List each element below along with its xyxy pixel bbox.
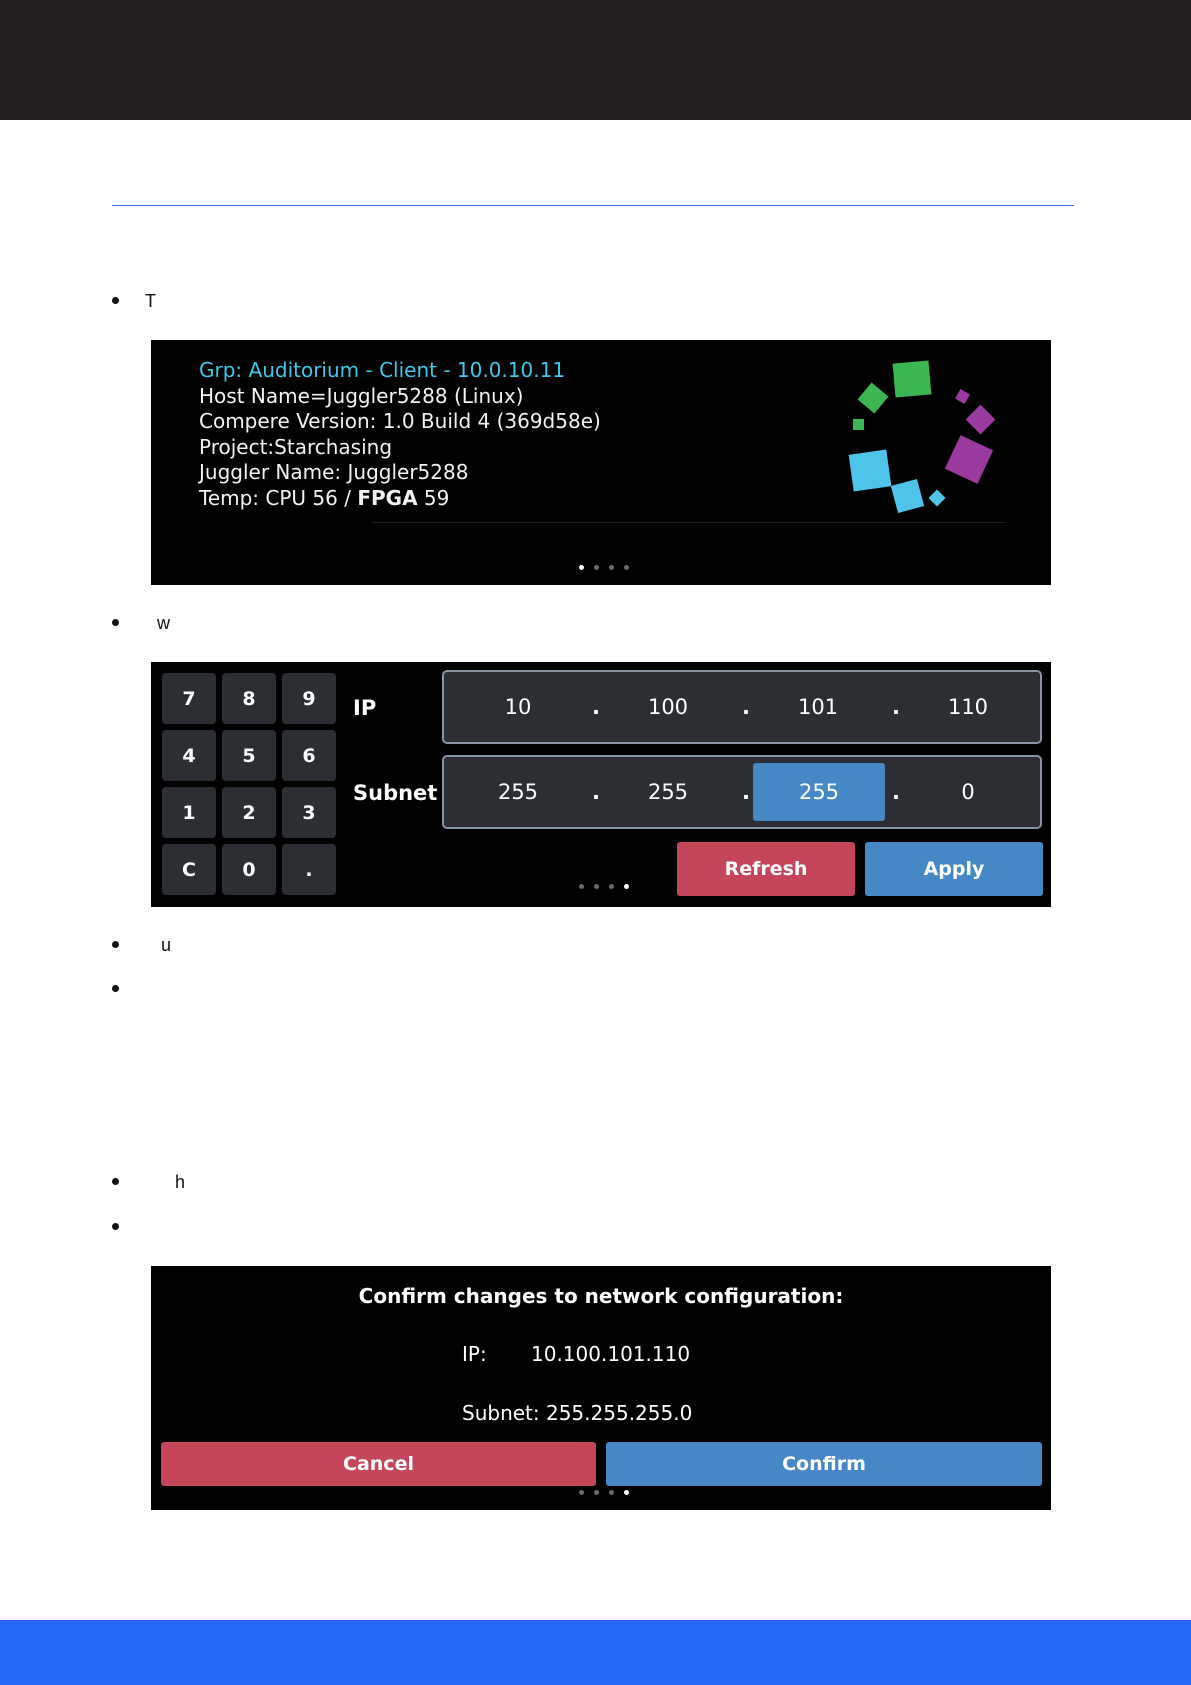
keypad-key-2[interactable]: 2 [222,787,276,838]
subnet-field[interactable] [442,755,1042,829]
ip-octet-2[interactable]: 100 [647,695,689,719]
confirm-button[interactable]: Confirm [606,1442,1042,1486]
bullet-dot [112,297,119,304]
bullet-dot [112,1178,119,1185]
ip-octet-3[interactable]: 101 [797,695,839,719]
confirm-subnet-line: Subnet: 255.255.255.0 [462,1401,693,1425]
keypad-key-7[interactable]: 7 [162,673,216,724]
page-indicator [579,565,629,570]
page-dot [609,884,614,889]
bullet-item [112,612,170,634]
group-line: Grp: Auditorium - Client - 10.0.10.11 [199,358,566,382]
subnet-octet-2[interactable]: 255 [647,780,689,804]
temp-suffix: 59 [417,485,450,510]
temp-prefix: Temp: CPU 56 / [199,485,358,510]
ip-octet-4[interactable]: 110 [947,695,989,719]
octet-separator: . [892,780,900,804]
page-indicator [579,884,629,889]
bullet-text: w [157,613,170,633]
subnet-octet-3-selected[interactable]: 255 [753,763,885,821]
keypad-key-clear[interactable]: C [162,844,216,895]
page-dot-active [624,1490,629,1495]
juggler-name-line: Juggler Name: Juggler5288 [199,460,469,484]
version-line: Compere Version: 1.0 Build 4 (369d58e) [199,409,601,433]
ip-octet-1[interactable]: 10 [504,695,532,719]
octet-separator: . [742,695,750,719]
octet-separator: . [592,695,600,719]
bullet-item [112,934,171,956]
subnet-label: Subnet [353,781,438,805]
host-name-line: Host Name=Juggler5288 (Linux) [199,383,524,408]
keypad-key-dot[interactable]: . [282,844,336,895]
subnet-octet-4[interactable]: 0 [961,780,975,804]
bullet-dot [112,985,119,992]
bullet-item [112,1216,145,1238]
bullet-dot [112,1223,119,1230]
bullet-dot [112,619,119,626]
keypad-key-9[interactable]: 9 [282,673,336,724]
page-dot [594,884,599,889]
refresh-button[interactable]: Refresh [677,842,855,896]
octet-separator: . [592,780,600,804]
page-dot-active [579,565,584,570]
page-dot-active [624,884,629,889]
bullet-item [112,978,145,1000]
keypad-key-0[interactable]: 0 [222,844,276,895]
octet-separator: . [742,780,750,804]
temperature-line [199,486,601,512]
keypad-key-3[interactable]: 3 [282,787,336,838]
confirm-dialog-screenshot [151,1266,1051,1510]
octet-separator: . [892,695,900,719]
page-dot [594,1490,599,1495]
project-line: Project:Starchasing [199,434,393,459]
keypad-key-5[interactable]: 5 [222,730,276,781]
keypad-key-8[interactable]: 8 [222,673,276,724]
subnet-octet-1[interactable]: 255 [497,780,539,804]
page-footer-bar [0,1620,1191,1685]
page-dot [594,565,599,570]
ip-address-field[interactable] [442,670,1042,744]
keypad-key-4[interactable]: 4 [162,730,216,781]
temp-fpga-label: FPGA [357,485,418,510]
divider-line [371,522,1006,523]
page-dot [609,1490,614,1495]
page-header-bar [0,0,1191,120]
confirm-ip-label: IP: [462,1342,487,1366]
network-config-screenshot [151,662,1051,907]
page-dot [609,565,614,570]
page-dot [579,884,584,889]
page-indicator [579,1490,629,1495]
cancel-button[interactable]: Cancel [161,1442,596,1486]
page-dot [624,565,629,570]
bullet-text: u [161,935,172,955]
apply-button[interactable]: Apply [865,842,1043,896]
bullet-item [112,290,156,312]
page-dot [579,1490,584,1495]
ip-label: IP [353,696,377,720]
keypad-key-6[interactable]: 6 [282,730,336,781]
section-divider [112,205,1074,206]
confirm-ip-value: 10.100.101.110 [531,1342,691,1366]
bullet-dot [112,941,119,948]
bullet-item [112,1171,185,1193]
device-info-panel [199,358,601,511]
confirm-heading: Confirm changes to network configuration: [358,1284,844,1308]
bullet-text: h [175,1172,186,1192]
bullet-text: T [145,291,156,311]
keypad-key-1[interactable]: 1 [162,787,216,838]
device-info-screenshot [151,340,1051,585]
